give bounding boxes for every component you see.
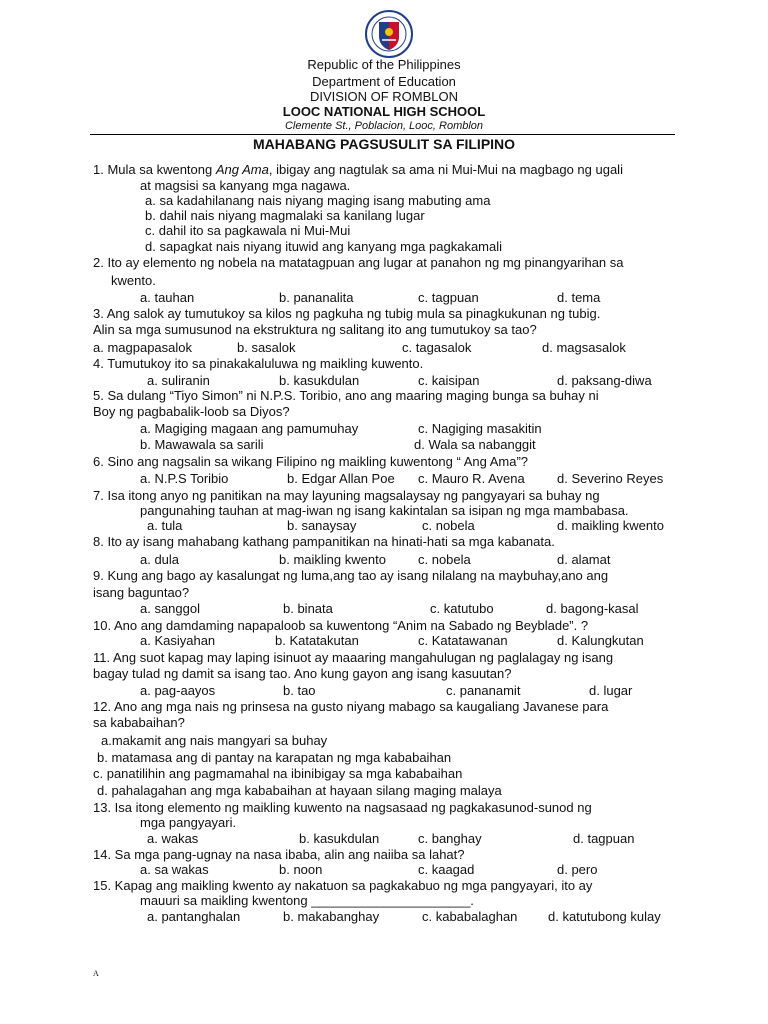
division-heading: DIVISION OF ROMBLON: [309, 89, 459, 104]
question-6-text: 6. Sino ang nagsalin sa wikang Filipino ng maikling kuwentong “ Ang Ama”?: [93, 454, 529, 469]
question-7-option-a: a. tula: [147, 518, 183, 533]
question-8-option-c: c. nobela: [418, 552, 471, 567]
question-9-option-d: d. bagong-kasal: [546, 601, 639, 616]
question-13-text: 13. Isa itong elemento ng maikling kuwento na nagsasaad ng pagkakasunod-sunod ng: [93, 800, 592, 815]
question-9-option-c: c. katutubo: [430, 601, 494, 616]
exam-title: MAHABANG PAGSUSULIT SA FILIPINO: [252, 136, 516, 152]
question-14-option-d: d. pero: [557, 862, 598, 877]
question-13-option-c: c. banghay: [418, 831, 482, 846]
question-14-option-c: c. kaagad: [418, 862, 475, 877]
question-13-option-b: b. kasukdulan: [299, 831, 380, 846]
question-8-option-b: b. maikling kwento: [279, 552, 386, 567]
question-3-option-d: d. magsasalok: [542, 340, 626, 355]
question-10-option-c: c. Katatawanan: [418, 633, 508, 648]
question-11-option-a: a. pag-aayos: [140, 683, 216, 698]
question-4-option-b: b. kasukdulan: [279, 373, 360, 388]
question-6-option-b: b. Edgar Allan Poe: [287, 471, 395, 486]
question-5-text: 5. Sa dulang “Tiyo Simon” ni N.P.S. Toribio, ano ang maaring maging bunga sa buhay ni: [93, 388, 599, 403]
question-13-option-a: a. wakas: [147, 831, 199, 846]
question-4-option-d: d. paksang-diwa: [557, 373, 652, 388]
question-2-option-c: c. tagpuan: [418, 290, 479, 305]
question-11-option-c: c. pananamit: [446, 683, 521, 698]
question-8-text: 8. Ito ay isang mahabang kathang pampanitikan na hinati-hati sa mga kabanata.: [93, 534, 555, 549]
school-name: LOOC NATIONAL HIGH SCHOOL: [282, 104, 486, 119]
header-divider: [90, 134, 675, 135]
question-3-cont: Alin sa mga sumusunod na ekstruktura ng salitang ito ang tumutukoy sa tao?: [93, 322, 537, 337]
question-12-option-c: c. panatilihin ang pagmamahal na ibinibigay sa mga kababaihan: [93, 766, 463, 781]
question-10-option-b: b. Katatakutan: [275, 633, 359, 648]
question-14-option-a: a. sa wakas: [140, 862, 209, 877]
question-2-option-a: a. tauhan: [140, 290, 195, 305]
question-1-option-c: c. dahil ito sa pagkawala ni Mui-Mui: [145, 223, 351, 238]
question-15-option-d: d. katutubong kulay: [548, 909, 661, 924]
question-5-option-b: b. Mawawala sa sarili: [140, 437, 264, 452]
question-1-option-d: d. sapagkat nais niyang ituwid ang kanyang mga pagkakamali: [145, 239, 503, 254]
question-12-option-d: d. pahalagahan ang mga kababaihan at hayaan silang maging malaya: [97, 783, 502, 798]
question-14-text: 14. Sa mga pang-ugnay na nasa ibaba, alin ang naiiba sa lahat?: [93, 847, 465, 862]
question-12-option-a: a.makamit ang nais mangyari sa buhay: [101, 733, 328, 748]
question-3-text: 3. Ang salok ay tumutukoy sa kilos ng pagkuha ng tubig mula sa pinagkukunan ng tubig.: [93, 306, 601, 321]
question-6-option-a: a. N.P.S Toribio: [140, 471, 229, 486]
question-7-text: 7. Isa itong anyo ng panitikan na may layuning magsalaysay ng pangyayari sa buhay ng: [93, 488, 600, 503]
question-7-option-c: c. nobela: [422, 518, 475, 533]
question-9-option-a: a. sanggol: [140, 601, 200, 616]
question-8-option-d: d. alamat: [557, 552, 611, 567]
question-5-cont: Boy ng pagbabalik-loob sa Diyos?: [93, 404, 290, 419]
question-5-option-a: a. Magiging magaan ang pamumuhay: [140, 421, 359, 436]
question-4-option-a: a. suliranin: [147, 373, 210, 388]
question-12-text: 12. Ano ang mga nais ng prinsesa na gusto niyang mabago sa kaugaliang Javanese para: [93, 699, 609, 714]
question-15-option-b: b. makabanghay: [283, 909, 380, 924]
question-1-option-a: a. sa kadahilanang nais niyang maging isang mabuting ama: [145, 193, 491, 208]
question-10-text: 10. Ano ang damdaming napapaloob sa kuwentong “Anim na Sabado ng Beyblade”. ?: [93, 618, 589, 633]
question-6-option-c: c. Mauro R. Avena: [418, 471, 525, 486]
question-2-cont: kwento.: [111, 273, 156, 288]
question-5-option-d: d. Wala sa nabanggit: [414, 437, 536, 452]
question-7-option-b: b. sanaysay: [287, 518, 357, 533]
question-15-option-c: c. kababalaghan: [422, 909, 518, 924]
question-11-text: 11. Ang suot kapag may laping isinuot ay maaaring mangahulugan ng paglalagay ng isang: [93, 650, 614, 665]
question-3-option-a: a. magpapasalok: [93, 340, 193, 355]
question-2-option-d: d. tema: [557, 290, 601, 305]
q1-story-title: Ang Ama: [215, 162, 269, 177]
question-2-option-b: b. pananalita: [279, 290, 354, 305]
question-15-cont: mauuri sa maikling kwentong ______________________.: [140, 893, 474, 908]
question-13-option-d: d. tagpuan: [573, 831, 635, 846]
question-7-cont: pangunahing tauhan at mag-iwan ng isang kakintalan sa isipan ng mga mambabasa.: [140, 503, 629, 518]
question-3-option-b: b. sasalok: [237, 340, 296, 355]
question-11-option-b: b. tao: [283, 683, 316, 698]
question-6-option-d: d. Severino Reyes: [557, 471, 664, 486]
question-15-text: 15. Kapag ang maikling kwento ay nakatuon sa pagkakabuo ng mga pangyayari, ito ay: [93, 878, 593, 893]
question-9-cont: isang baguntao?: [93, 585, 190, 600]
republic-heading: Republic of the Philippines: [307, 57, 461, 72]
question-13-cont: mga pangyayari.: [140, 815, 237, 830]
question-1-text: [93, 162, 623, 177]
q1-suffix: , ibigay ang nagtulak sa ama ni Mui-Mui na magbago ng ugali: [268, 162, 623, 177]
question-1-cont: at magsisi sa kanyang mga nagawa.: [140, 178, 351, 193]
deped-seal-logo: [365, 8, 413, 60]
footer-mark: A: [93, 969, 99, 978]
question-11-cont: bagay tulad ng damit sa isang tao. Ano kung gayon ang isang kasuutan?: [93, 666, 512, 681]
question-10-option-d: d. Kalungkutan: [557, 633, 644, 648]
question-7-option-d: d. maikling kwento: [557, 518, 664, 533]
school-address: Clemente St., Poblacion, Looc, Romblon: [284, 120, 484, 132]
question-9-text: 9. Kung ang bago ay kasalungat ng luma,ang tao ay isang nilalang na maybuhay,ano ang: [93, 568, 609, 583]
question-11-option-d: d. lugar: [589, 683, 633, 698]
question-3-option-c: c. tagasalok: [402, 340, 472, 355]
question-4-text: 4. Tumutukoy ito sa pinakakaluluwa ng maikling kuwento.: [93, 356, 424, 371]
question-5-option-c: c. Nagiging masakitin: [418, 421, 542, 436]
question-4-option-c: c. kaisipan: [418, 373, 480, 388]
question-8-option-a: a. dula: [140, 552, 180, 567]
q1-prefix: 1. Mula sa kwentong: [93, 162, 216, 177]
question-12-option-b: b. matamasa ang di pantay na karapatan ng mga kababaihan: [97, 750, 452, 765]
question-14-option-b: b. noon: [279, 862, 323, 877]
department-heading: Department of Education: [312, 74, 456, 89]
question-10-option-a: a. Kasiyahan: [140, 633, 216, 648]
question-9-option-b: b. binata: [283, 601, 333, 616]
question-2-text: 2. Ito ay elemento ng nobela na matatagpuan ang lugar at panahon ng mg pinangyarihan sa: [93, 255, 624, 270]
question-12-cont: sa kababaihan?: [93, 715, 185, 730]
question-1-option-b: b. dahil nais niyang magmalaki sa kanilang lugar: [145, 208, 425, 223]
question-15-option-a: a. pantanghalan: [147, 909, 241, 924]
